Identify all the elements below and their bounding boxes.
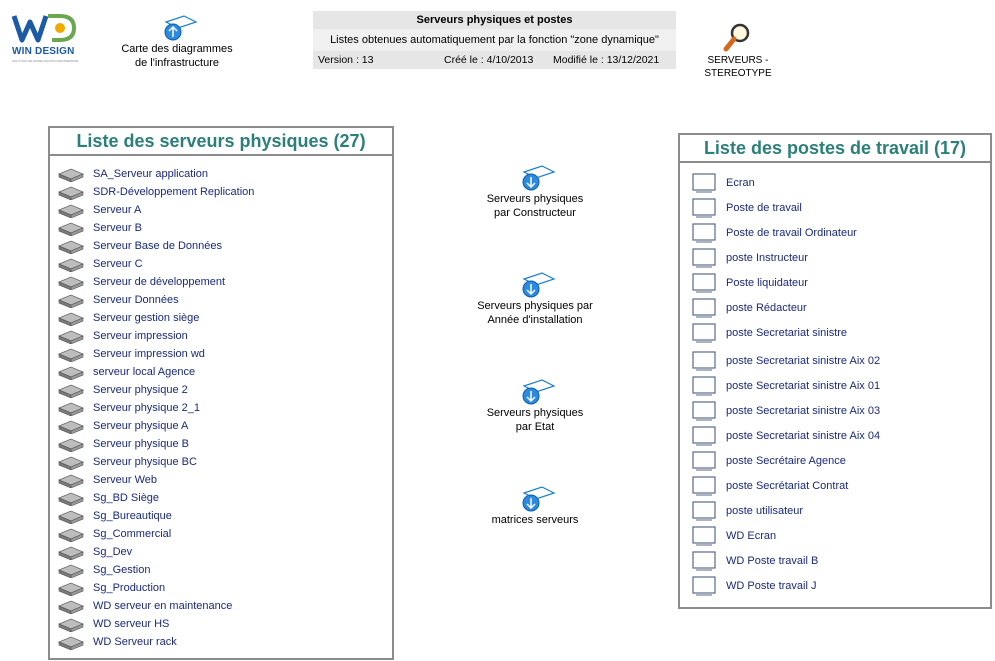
diagram-down-arrow-icon bbox=[514, 164, 556, 190]
server-label: Serveur Données bbox=[93, 294, 179, 306]
workstation-icon bbox=[692, 323, 716, 346]
workstations-title: Liste des postes de travail (17) bbox=[680, 135, 990, 163]
header-modified: Modifié le : 13/12/2021 bbox=[553, 54, 660, 66]
workstation-label: Poste de travail bbox=[726, 202, 802, 214]
logo-tagline: SOLUTION DE MODELISATION D'ENTREPRISE bbox=[12, 59, 79, 63]
workstation-icon bbox=[692, 223, 716, 246]
physical-servers-panel bbox=[48, 126, 394, 660]
workstation-icon bbox=[692, 526, 716, 549]
server-label: SDR-Développement Replication bbox=[93, 186, 255, 198]
workstation-label: poste Secrétariat Contrat bbox=[726, 480, 849, 492]
server-label: WD serveur HS bbox=[93, 618, 170, 630]
workstation-label: Ecran bbox=[726, 177, 755, 189]
server-label: Serveur physique 2_1 bbox=[93, 402, 201, 414]
server-label: Sg_Production bbox=[93, 582, 166, 594]
server-icon bbox=[58, 492, 84, 509]
server-icon bbox=[58, 294, 84, 311]
header-title: Serveurs physiques et postes bbox=[416, 14, 573, 26]
server-icon bbox=[58, 312, 84, 329]
matrices-link-label: matrices serveurs bbox=[491, 514, 579, 526]
logo-name: WIN DESIGN bbox=[12, 46, 75, 57]
diagram-header bbox=[313, 11, 676, 69]
server-label: Serveur gestion siège bbox=[93, 312, 200, 324]
stereotype-label-2: STEREOTYPE bbox=[704, 68, 772, 79]
server-icon bbox=[58, 618, 84, 635]
workstation-icon bbox=[692, 248, 716, 271]
infrastructure-link-label-1: Carte des diagrammes bbox=[121, 43, 233, 55]
workstation-icon bbox=[692, 576, 716, 599]
server-icon bbox=[58, 276, 84, 293]
diagram-up-arrow-icon bbox=[156, 14, 198, 40]
install-year-link-label-2: Année d'installation bbox=[487, 314, 583, 326]
server-icon bbox=[58, 600, 84, 617]
server-icon bbox=[58, 204, 84, 221]
server-matrices-link[interactable] bbox=[470, 485, 600, 527]
workstation-label: Poste liquidateur bbox=[726, 277, 808, 289]
workstation-icon bbox=[692, 376, 716, 399]
infrastructure-diagram-map-link[interactable] bbox=[118, 14, 236, 70]
workstations-panel bbox=[678, 133, 992, 609]
workstation-label: poste utilisateur bbox=[726, 505, 804, 517]
server-icon bbox=[58, 348, 84, 365]
servers-by-install-year-link[interactable] bbox=[465, 271, 605, 327]
diagram-down-arrow-icon bbox=[514, 485, 556, 511]
server-label: Serveur physique A bbox=[93, 420, 189, 432]
workstation-label: poste Secretariat sinistre bbox=[726, 327, 848, 339]
diagram-down-arrow-icon bbox=[514, 271, 556, 297]
diagram-down-arrow-icon bbox=[514, 378, 556, 404]
workstation-icon bbox=[692, 501, 716, 524]
workstation-label: Poste de travail Ordinateur bbox=[726, 227, 857, 239]
server-icon bbox=[58, 474, 84, 491]
server-icon bbox=[58, 438, 84, 455]
server-label: Sg_Bureautique bbox=[93, 510, 172, 522]
server-icon bbox=[58, 402, 84, 419]
servers-by-manufacturer-link[interactable] bbox=[470, 164, 600, 220]
server-icon bbox=[58, 258, 84, 275]
servers-stereotype-link[interactable] bbox=[700, 22, 776, 80]
server-icon bbox=[58, 510, 84, 527]
server-icon bbox=[58, 186, 84, 203]
server-label: Serveur physique 2 bbox=[93, 384, 188, 396]
server-icon bbox=[58, 366, 84, 383]
workstation-icon bbox=[692, 351, 716, 374]
workstation-icon bbox=[692, 173, 716, 196]
server-icon bbox=[58, 546, 84, 563]
workstation-label: poste Secretariat sinistre Aix 04 bbox=[726, 430, 881, 442]
header-meta bbox=[313, 51, 676, 69]
server-label: Serveur de développement bbox=[93, 276, 226, 288]
server-label: Sg_Commercial bbox=[93, 528, 172, 540]
server-label: Serveur Web bbox=[93, 474, 157, 486]
server-label: Serveur impression bbox=[93, 330, 188, 342]
server-icon bbox=[58, 582, 84, 599]
header-subtitle: Listes obtenues automatiquement par la fonction "zone dynamique" bbox=[313, 29, 676, 51]
header-created: Créé le : 4/10/2013 bbox=[444, 54, 534, 66]
workstation-label: poste Secretariat sinistre Aix 02 bbox=[726, 355, 881, 367]
server-label: Serveur Base de Données bbox=[93, 240, 223, 252]
workstation-icon bbox=[692, 451, 716, 474]
workstation-icon bbox=[692, 476, 716, 499]
server-icon bbox=[58, 168, 84, 185]
server-icon bbox=[58, 636, 84, 653]
workstation-label: WD Poste travail J bbox=[726, 580, 817, 592]
server-label: Sg_Gestion bbox=[93, 564, 151, 576]
workstation-icon bbox=[692, 298, 716, 321]
workstation-icon bbox=[692, 273, 716, 296]
physical-servers-title: Liste des serveurs physiques (27) bbox=[50, 128, 392, 156]
server-label: Serveur impression wd bbox=[93, 348, 205, 360]
server-label: WD serveur en maintenance bbox=[93, 600, 233, 612]
server-label: Sg_BD Siège bbox=[93, 492, 160, 504]
state-link-label-1: Serveurs physiques bbox=[486, 407, 584, 419]
server-icon bbox=[58, 528, 84, 545]
workstation-icon bbox=[692, 551, 716, 574]
windesign-logo bbox=[8, 10, 80, 66]
workstation-icon bbox=[692, 198, 716, 221]
servers-by-state-link[interactable] bbox=[470, 378, 600, 434]
server-label: Serveur A bbox=[93, 204, 142, 216]
workstation-icon bbox=[692, 426, 716, 449]
server-label: serveur local Agence bbox=[93, 366, 196, 378]
install-year-link-label-1: Serveurs physiques par bbox=[477, 300, 593, 312]
server-icon bbox=[58, 456, 84, 473]
server-label: Serveur physique B bbox=[93, 438, 189, 450]
server-icon bbox=[58, 384, 84, 401]
workstation-label: WD Ecran bbox=[726, 530, 777, 542]
server-label: Serveur B bbox=[93, 222, 142, 234]
workstation-label: poste Instructeur bbox=[726, 252, 808, 264]
server-label: Serveur physique BC bbox=[93, 456, 197, 468]
server-icon bbox=[58, 222, 84, 239]
workstation-label: poste Secretariat sinistre Aix 03 bbox=[726, 405, 881, 417]
server-icon bbox=[58, 420, 84, 437]
workstation-label: poste Rédacteur bbox=[726, 302, 807, 314]
workstation-label: WD Poste travail B bbox=[726, 555, 819, 567]
server-label: Serveur C bbox=[93, 258, 143, 270]
stereotype-label-1: SERVEURS - bbox=[707, 55, 769, 66]
manufacturer-link-label-2: par Constructeur bbox=[494, 207, 576, 219]
workstation-label: poste Secrétaire Agence bbox=[726, 455, 846, 467]
server-icon bbox=[58, 330, 84, 347]
manufacturer-link-label-1: Serveurs physiques bbox=[486, 193, 584, 205]
workstation-label: poste Secretariat sinistre Aix 01 bbox=[726, 380, 881, 392]
server-label: WD Serveur rack bbox=[93, 636, 177, 648]
workstation-icon bbox=[692, 401, 716, 424]
server-icon bbox=[58, 240, 84, 257]
server-label: Sg_Dev bbox=[93, 546, 133, 558]
server-label: SA_Serveur application bbox=[93, 168, 208, 180]
server-icon bbox=[58, 564, 84, 581]
infrastructure-link-label-2: de l'infrastructure bbox=[134, 57, 220, 69]
magnifier-icon bbox=[700, 22, 776, 54]
state-link-label-2: par Etat bbox=[515, 421, 555, 433]
header-version: Version : 13 bbox=[318, 54, 374, 66]
